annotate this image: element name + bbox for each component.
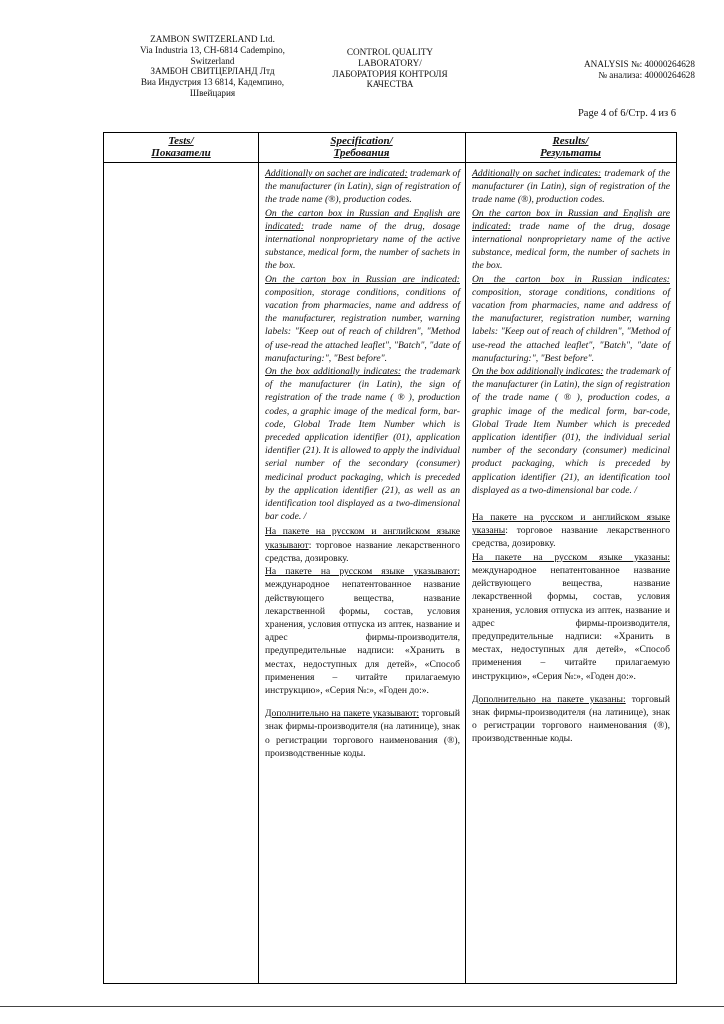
lab-title — [330, 47, 450, 90]
results-column — [472, 167, 670, 746]
lab-line: LABORATORY/ — [358, 57, 422, 68]
spec-paragraph: На пакете на русском и английском языке указывают: торговое название лекарственного средства, дозировку. — [265, 526, 460, 564]
header-results-ru: Результаты — [540, 147, 601, 159]
analysis-number — [500, 59, 695, 81]
column-divider — [258, 133, 259, 983]
company-line: ЗАМБОН СВИТЦЕРЛАНД Лтд — [150, 66, 275, 77]
header-tests — [104, 135, 258, 159]
results-paragraph: На пакете на русском языке указаны: международное непатентованное название действующего вещества, название лекарственной формы, состав, условия хранения, условия отпуска из аптек, название и адрес фирмы-производителя, предупредительные надписи: «Хранить в местах, недоступных для детей», «Способ применения – читайте прилагаемую инструкцию», «Серия №:», «Годен до:». — [472, 551, 670, 682]
results-paragraph: On the box additionally indicates: the trademark of the manufacturer (in Latin), the sign of registration of the trade name ( ® ), production codes, a graphic image of the medical form, bar-code, Global Trade Item Number which is preceded application identifier (01), the individual serial number of the secondary (consumer) medicinal product packaging, which is preceded by application identifier (21), an identification tool displayed as a two-dimensional bar code. / — [472, 366, 670, 496]
company-line: Via Industria 13, CH-6814 Cadempino, — [140, 44, 285, 55]
spec-paragraph: Дополнительно на пакете указывают: торговый знак фирмы-производителя (на латинице), знак о регистрации торгового наименования (®), производственные коды. — [265, 708, 460, 759]
lab-line: CONTROL QUALITY — [346, 47, 434, 57]
spec-paragraph: On the carton box in Russian and English are indicated: trade name of the drug, dosage international nonproprietary name of the active substance, medical form, the number of sachets in the box. — [265, 207, 460, 272]
header-tests-ru: Показатели — [151, 147, 211, 159]
column-divider — [465, 133, 466, 983]
results-ru-block — [472, 511, 670, 745]
spec-ru-block — [265, 525, 460, 759]
spec-paragraph: Additionally on sachet are indicated: trademark of the manufacturer (in Latin), sign of registration of the trade name (®), production codes. — [265, 168, 460, 206]
spec-paragraph: На пакете на русском языке указывают: международное непатентованное название действующего вещества, название лекарственной формы, состав, условия хранения, условия отпуска из аптек, название и адрес фирмы-производителя, предупредительные надписи: «Хранить в местах, недоступных для детей», «Способ применения – читайте прилагаемую инструкцию», «Серия №:», «Годен до:». — [265, 566, 460, 696]
company-line: Швейцария — [189, 87, 236, 98]
header-results — [465, 135, 676, 159]
page-bottom-rule — [0, 1006, 724, 1007]
spec-column — [265, 167, 460, 760]
results-paragraph: Additionally on sachet indicates: trademark of the manufacturer (in Latin), sign of registration of the trade name (®), production codes. — [472, 168, 670, 206]
results-paragraph: На пакете на русском и английском языке указаны: торговое название лекарственного средства, дозировку. — [472, 512, 670, 550]
analysis-line: ANALYSIS №: 40000264628 — [584, 59, 695, 69]
results-paragraph: Дополнительно на пакете указаны: торговый знак фирмы-производителя (на латинице), знак о регистрации торгового наименования (®), производственные коды. — [472, 693, 670, 745]
results-en-block — [472, 167, 670, 497]
header-tests-en: Tests/ — [168, 135, 194, 147]
header-spec — [258, 135, 465, 159]
company-line: Виа Индустрия 13 6814, Кадемпино, — [140, 77, 285, 88]
header-spec-ru: Требования — [333, 147, 390, 159]
header-results-en: Results/ — [552, 135, 589, 147]
header-spec-en: Specification/ — [330, 135, 393, 147]
spec-en-block — [265, 167, 460, 523]
company-address — [120, 34, 305, 99]
page-number: Page 4 of 6/Стр. 4 из 6 — [577, 108, 676, 119]
header-divider — [104, 162, 676, 163]
company-line: ZAMBON SWITZERLAND Ltd. — [150, 34, 275, 44]
results-paragraph: On the carton box in Russian indicates: composition, storage conditions, conditions of vacation from pharmacies, name and address of the manufacturer, registration number, warning labels: "Keep out of reach of children", "Method of use-read the attached leaflet", "Batch", "date of manufacturing:", "Best before". — [472, 273, 670, 364]
company-line: Switzerland — [190, 55, 235, 66]
analysis-line: № анализа: 40000264628 — [598, 69, 695, 80]
spec-paragraph: On the box additionally indicates: the trademark of the manufacturer (in Latin), the sign of registration of the trade name ( ® ), production codes, a graphic image of the medical form, bar-code, Global Trade Item Number which is preceded application identifier (01), application identifier (21). It is allowed to apply the individual serial number of the secondary (consumer) medicinal product packaging, which is preceded by the application identifier (21), as well as an identification tool displayed as a two-dimensional bar code. / — [265, 366, 460, 523]
results-table — [103, 132, 677, 984]
lab-line: КАЧЕСТВА — [366, 79, 414, 90]
lab-line: ЛАБОРАТОРИЯ КОНТРОЛЯ — [332, 68, 448, 79]
spec-paragraph: On the carton box in Russian are indicated: composition, storage conditions, conditions of vacation from pharmacies, name and address of the manufacturer, registration number, warning labels: "Keep out of reach of children", "Method of use-read the attached leaflet", "Batch", "date of manufacturing:", "Best before". — [265, 273, 460, 364]
results-paragraph: On the carton box in Russian and English are indicated: trade name of the drug, dosage international nonproprietary name of the active substance, medical form, the number of sachets in the box. — [472, 207, 670, 272]
